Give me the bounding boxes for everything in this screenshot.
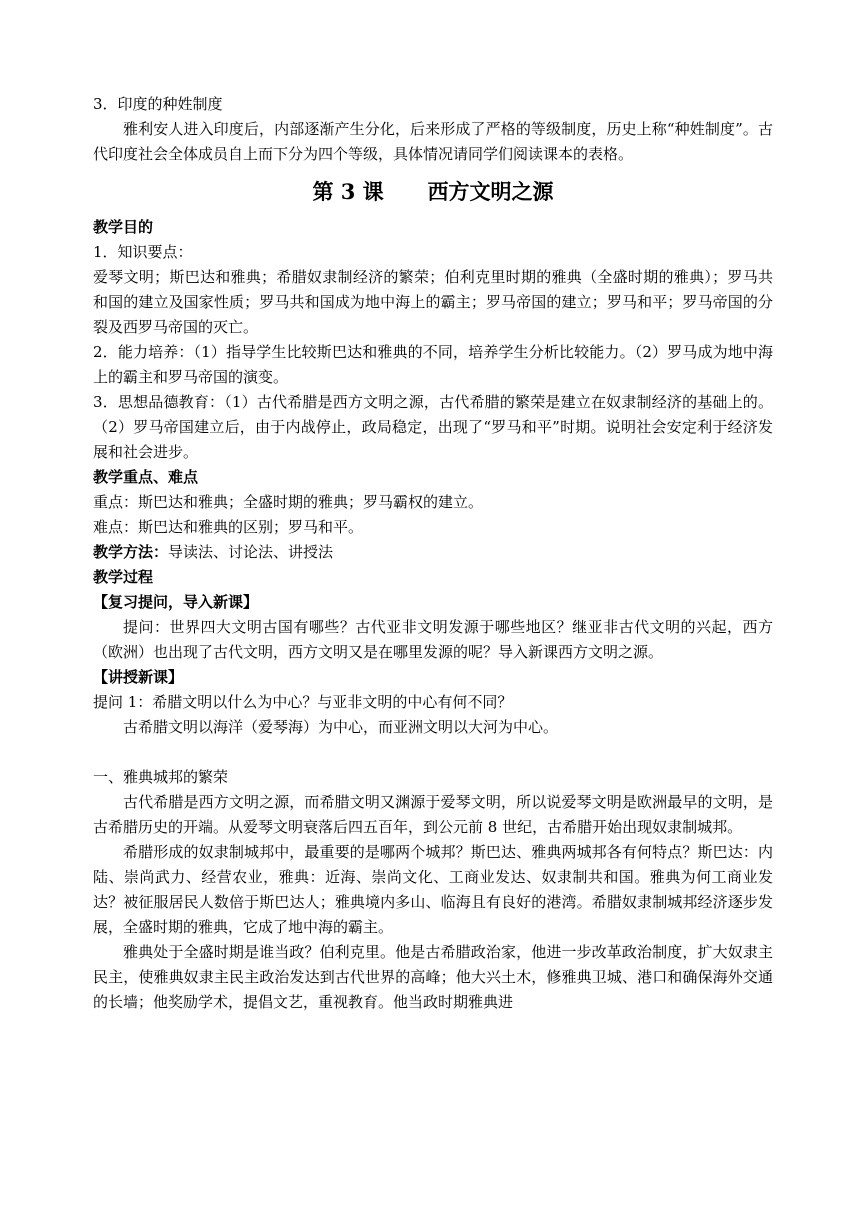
focus-key: 重点：斯巴达和雅典；全盛时期的雅典；罗马霸权的建立。 [93,493,484,511]
question-1: 提问 1：希腊文明以什么为中心？与亚非文明的中心有何不同？ [93,693,513,711]
athens-paragraph-3: 雅典处于全盛时期是谁当政？伯利克里。他是古希腊政治家，他进一步改革政治制度，扩大奴隶主民主，使雅典奴隶主民主政治发达到古代世界的高峰；他大兴土木，修雅典卫城、港口和确保海外交通的长墙；他奖励学术，提倡文艺，重视教育。他当政时期雅典进 [93,943,773,1011]
process-heading: 教学过程 [93,568,154,586]
ability-text: 2．能力培养：（1）指导学生比较斯巴达和雅典的不同，培养学生分析比较能力。（2）罗马成为地中海上的霸主和罗马帝国的演变。 [93,343,773,386]
section-heading-caste: 3．印度的种姓制度 [93,95,223,113]
lesson-title: 第 3 课 西方文明之源 [312,179,554,204]
paragraph-caste: 雅利安人进入印度后，内部逐渐产生分化，后来形成了严格的等级制度，历史上称“种姓制度”。古代印度社会全体成员自上而下分为四个等级，具体情况请同学们阅读课本的表格。 [93,120,773,163]
objectives-heading: 教学目的 [93,218,154,236]
methods-text: 导读法、讨论法、讲授法 [168,543,334,561]
focus-difficult: 难点：斯巴达和雅典的区别；罗马和平。 [93,518,364,536]
athens-paragraph-2: 希腊形成的奴隶制城邦中，最重要的是哪两个城邦？斯巴达、雅典两城邦各有何特点？斯巴达：内陆、崇尚武力、经营农业，雅典：近海、崇尚文化、工商业发达、奴隶制共和国。雅典为何工商业发达？被征服居民人数倍于斯巴达人；雅典境内多山、临海且有良好的港湾。希腊奴隶制城邦经济逐步发展，全盛时期的雅典，它成了地中海的霸主。 [93,843,773,936]
athens-heading: 一、雅典城邦的繁荣 [93,768,229,786]
methods-label: 教学方法： [93,543,169,561]
document-page [93,92,773,1015]
moral-text: 3．思想品德教育：（1）古代希腊是西方文明之源，古代希腊的繁荣是建立在奴隶制经济的基础上的。（2）罗马帝国建立后，由于内战停止，政局稳定，出现了“罗马和平”时期。说明社会安定利于经济发展和社会进步。 [93,393,773,461]
answer-1: 古希腊文明以海洋（爱琴海）为中心，而亚洲文明以大河为中心。 [123,718,559,736]
new-lesson-heading: 【讲授新课】 [93,668,184,686]
knowledge-label: 1．知识要点： [93,243,193,261]
focus-heading: 教学重点、难点 [93,468,199,486]
review-heading: 【复习提问，导入新课】 [93,593,259,611]
review-text: 提问：世界四大文明古国有哪些？古代亚非文明发源于哪些地区？继亚非古代文明的兴起，西方（欧洲）也出现了古代文明，西方文明又是在哪里发源的呢？导入新课西方文明之源。 [93,618,773,661]
athens-paragraph-1: 古代希腊是西方文明之源，而希腊文明又渊源于爱琴文明，所以说爱琴文明是欧洲最早的文明，是古希腊历史的开端。从爱琴文明衰落后四五百年，到公元前 8 世纪，古希腊开始出现奴隶制城邦。 [93,793,773,836]
methods-line [93,540,773,565]
knowledge-text: 爱琴文明；斯巴达和雅典；希腊奴隶制经济的繁荣；伯利克里时期的雅典（全盛时期的雅典）；罗马共和国的建立及国家性质；罗马共和国成为地中海上的霸主；罗马帝国的建立；罗马和平；罗马帝国的分裂及西罗马帝国的灭亡。 [93,268,773,336]
blank-line [93,740,773,765]
